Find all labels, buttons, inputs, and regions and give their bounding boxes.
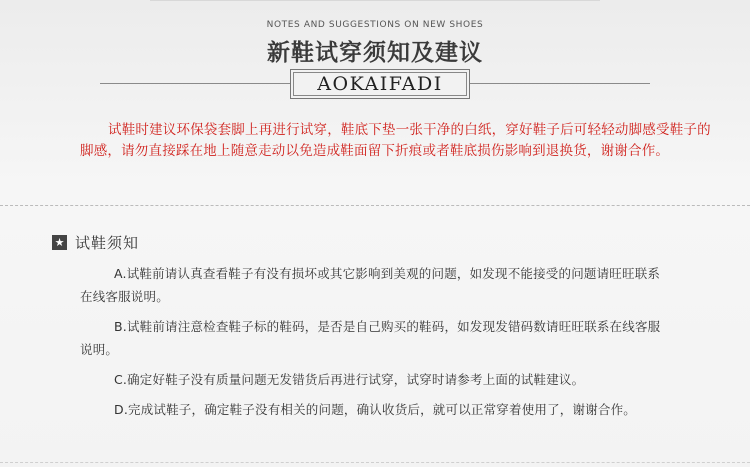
star-icon: ★ <box>52 235 67 250</box>
top-divider <box>150 0 600 1</box>
english-subtitle: NOTES AND SUGGESTIONS ON NEW SHOES <box>266 20 484 30</box>
page-title: 新鞋试穿须知及建议 <box>267 40 483 66</box>
brand-name: AOKAIFADI <box>317 73 443 95</box>
section-title: 试鞋须知 <box>75 234 140 252</box>
section-header <box>52 232 139 253</box>
notice-item-a: A.试鞋前请认真查看鞋子有没有损坏或其它影响到美观的问题，如发现不能接受的问题请旺旺联系在线客服说明。 <box>80 266 661 304</box>
bottom-divider <box>0 462 750 463</box>
notice-item-d: D.完成试鞋子，确定鞋子没有相关的问题，确认收货后，就可以正常穿着使用了，谢谢合作。 <box>114 402 637 417</box>
intro-suggestion-text: 试鞋时建议环保袋套脚上再进行试穿，鞋底下垫一张干净的白纸，穿好鞋子后可轻轻动脚感受鞋子的脚感，请勿直接踩在地上随意走动以免造成鞋面留下折痕或者鞋底损伤影响到退换货，谢谢合作。 <box>80 122 711 159</box>
brand-box <box>290 69 470 99</box>
notice-list <box>80 262 670 428</box>
notice-item-b: B.试鞋前请注意检查鞋子标的鞋码，是否是自己购买的鞋码，如发现发错码数请旺旺联系在线客服说明。 <box>80 319 661 357</box>
section-divider <box>0 205 750 206</box>
notice-item-c: C.确定好鞋子没有质量问题无发错货后再进行试穿，试穿时请参考上面的试鞋建议。 <box>114 372 585 387</box>
